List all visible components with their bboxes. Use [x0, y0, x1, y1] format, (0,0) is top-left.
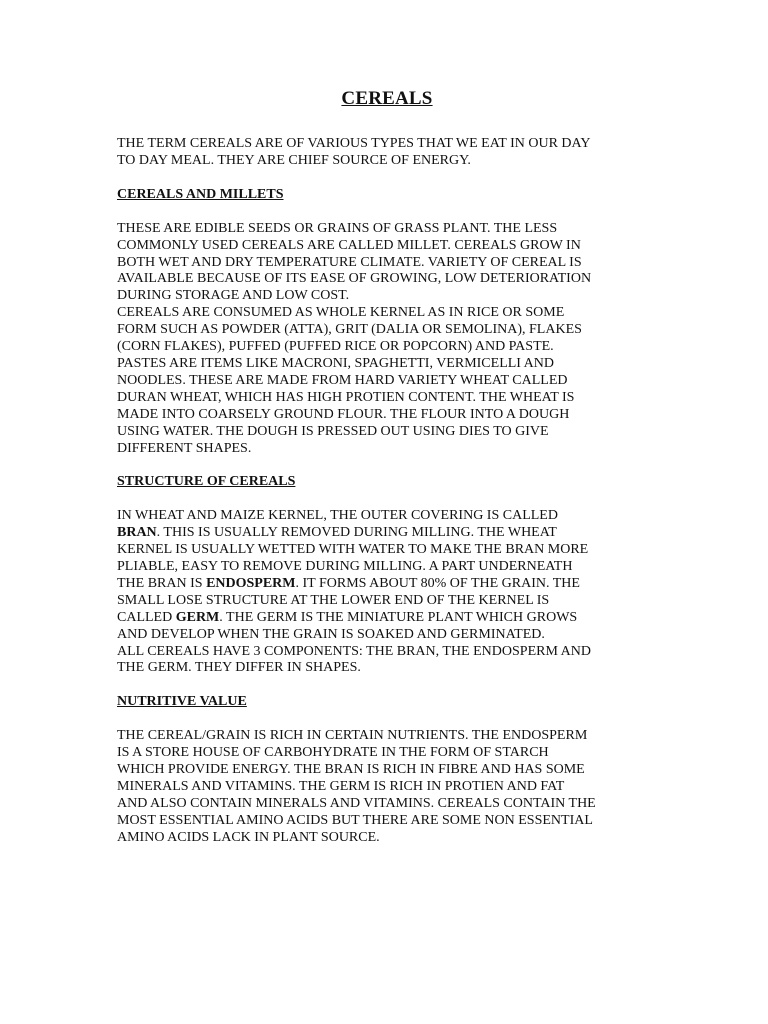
- paragraph-line: ALL CEREALS HAVE 3 COMPONENTS: THE BRAN, THE ENDOSPERM AND: [117, 643, 591, 659]
- line-text: THE BRAN IS: [117, 575, 207, 591]
- paragraph-line: IN WHEAT AND MAIZE KERNEL, THE OUTER COVERING IS CALLED: [117, 508, 558, 524]
- paragraph-line: MINERALS AND VITAMINS. THE GERM IS RICH IN PROTIEN AND FAT: [117, 779, 565, 794]
- paragraph-line: WHICH PROVIDE ENERGY. THE BRAN IS RICH IN FIBRE AND HAS SOME: [117, 762, 585, 778]
- cereals-and-millets-paragraph: [117, 221, 657, 458]
- paragraph-line: PLIABLE, EASY TO REMOVE DURING MILLING. A PART UNDERNEATH: [117, 559, 573, 575]
- paragraph-line: COMMONLY USED CEREALS ARE CALLED MILLET. CEREALS GROW IN: [117, 237, 581, 253]
- paragraph-line: THESE ARE EDIBLE SEEDS OR GRAINS OF GRASS PLANT. THE LESS: [117, 220, 558, 236]
- paragraph-line: THE GERM. THEY DIFFER IN SHAPES.: [117, 660, 361, 676]
- line-text: . THE GERM IS THE MINIATURE PLANT WHICH GROWS: [219, 609, 578, 625]
- paragraph-line: DURING STORAGE AND LOW COST.: [117, 288, 350, 304]
- paragraph-line: MOST ESSENTIAL AMINO ACIDS BUT THERE ARE SOME NON ESSENTIAL: [117, 812, 593, 828]
- document-page: [117, 88, 657, 847]
- paragraph-line: DIFFERENT SHAPES.: [117, 440, 252, 456]
- section-heading-structure-of-cereals: STRUCTURE OF CEREALS: [117, 474, 296, 490]
- line-text: CALLED: [117, 609, 176, 625]
- section-heading-nutritive-value: NUTRITIVE VALUE: [117, 694, 247, 710]
- line-text: . THIS IS USUALLY REMOVED DURING MILLING. THE WHEAT: [156, 525, 557, 541]
- paragraph-line: DURAN WHEAT, WHICH HAS HIGH PROTIEN CONTENT. THE WHEAT IS: [117, 389, 575, 405]
- paragraph-line: (CORN FLAKES), PUFFED (PUFFED RICE OR POPCORN) AND PASTE.: [117, 339, 554, 355]
- term-germ: GERM: [175, 609, 220, 625]
- section-heading-cereals-and-millets: CEREALS AND MILLETS: [117, 186, 284, 202]
- paragraph-line: NOODLES. THESE ARE MADE FROM HARD VARIETY WHEAT CALLED: [117, 372, 568, 388]
- paragraph-line: SMALL LOSE STRUCTURE AT THE LOWER END OF THE KERNEL IS: [117, 592, 550, 608]
- paragraph-line: FORM SUCH AS POWDER (ATTA), GRIT (DALIA OR SEMOLINA), FLAKES: [117, 322, 582, 338]
- paragraph-line: [117, 576, 657, 593]
- paragraph-line: KERNEL IS USUALLY WETTED WITH WATER TO MAKE THE BRAN MORE: [117, 542, 589, 558]
- term-endosperm: ENDOSPERM: [206, 575, 296, 591]
- document-title: CEREALS: [341, 88, 433, 109]
- paragraph-line: TO DAY MEAL. THEY ARE CHIEF SOURCE OF ENERGY.: [117, 152, 471, 168]
- paragraph-line: [117, 525, 657, 542]
- paragraph-line: MADE INTO COARSELY GROUND FLOUR. THE FLOUR INTO A DOUGH: [117, 406, 570, 422]
- paragraph-line: CEREALS ARE CONSUMED AS WHOLE KERNEL AS IN RICE OR SOME: [117, 305, 565, 321]
- paragraph-line: USING WATER. THE DOUGH IS PRESSED OUT USING DIES TO GIVE: [117, 423, 549, 439]
- paragraph-line: PASTES ARE ITEMS LIKE MACRONI, SPAGHETTI, VERMICELLI AND: [117, 355, 555, 371]
- paragraph-line: AND ALSO CONTAIN MINERALS AND VITAMINS. CEREALS CONTAIN THE: [117, 795, 596, 811]
- paragraph-line: THE CEREAL/GRAIN IS RICH IN CERTAIN NUTRIENTS. THE ENDOSPERM: [117, 728, 588, 744]
- paragraph-line: THE TERM CEREALS ARE OF VARIOUS TYPES THAT WE EAT IN OUR DAY: [117, 136, 591, 151]
- paragraph-line: IS A STORE HOUSE OF CARBOHYDRATE IN THE FORM OF STARCH: [117, 745, 549, 761]
- paragraph-line: AND DEVELOP WHEN THE GRAIN IS SOAKED AND GERMINATED.: [117, 626, 545, 642]
- intro-paragraph: [117, 136, 657, 170]
- line-text: . IT FORMS ABOUT 80% OF THE GRAIN. THE: [295, 575, 580, 591]
- term-bran: BRAN: [117, 525, 157, 541]
- paragraph-line: AVAILABLE BECAUSE OF ITS EASE OF GROWING, LOW DETERIORATION: [117, 271, 592, 287]
- nutritive-value-paragraph: [117, 728, 657, 846]
- structure-of-cereals-paragraph: [117, 508, 657, 677]
- paragraph-line: [117, 610, 657, 627]
- paragraph-line: BOTH WET AND DRY TEMPERATURE CLIMATE. VARIETY OF CEREAL IS: [117, 254, 582, 270]
- paragraph-line: AMINO ACIDS LACK IN PLANT SOURCE.: [117, 829, 380, 845]
